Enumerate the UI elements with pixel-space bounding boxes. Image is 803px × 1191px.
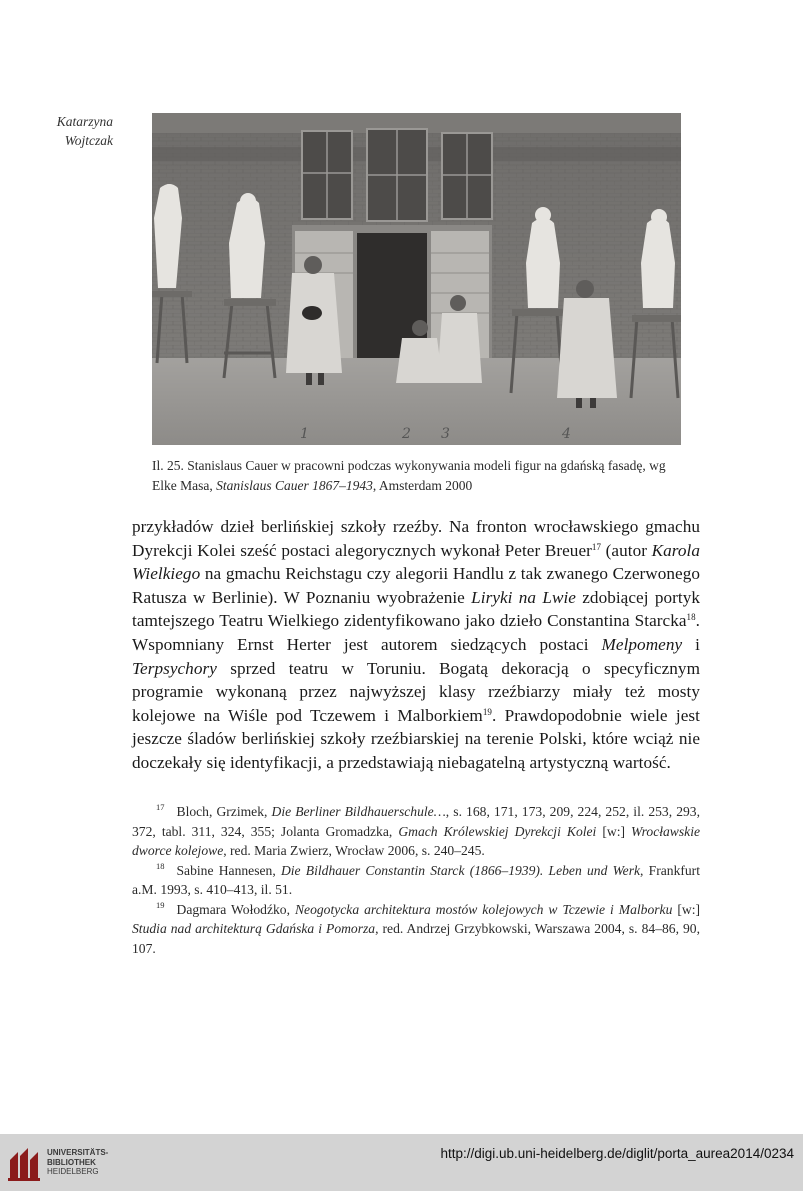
figure-photo xyxy=(152,113,681,445)
caption-title: Stanislaus Cauer 1867–1943 xyxy=(216,478,373,493)
footnote-title: Neogotycka architektura mostów kolejowych w Tczewie i Malborku xyxy=(294,901,673,917)
logo-line: HEIDELBERG xyxy=(47,1167,99,1176)
footnote-number: 18 xyxy=(156,860,165,871)
author-first-name: Katarzyna xyxy=(56,114,113,129)
logo-line: UNIVERSITÄTS- xyxy=(47,1148,109,1157)
footnote-text: [w:] xyxy=(672,901,701,917)
footnote-ref-19[interactable]: 19 xyxy=(482,706,492,717)
logo-line: BIBLIOTHEK xyxy=(47,1157,96,1167)
footnote-text: Bloch, Grzimek, xyxy=(176,804,272,819)
body-italic-title: Melpomeny xyxy=(601,634,683,654)
body-italic-title: Terpsychory xyxy=(132,658,217,678)
footnote-title: Die Berliner Bildhauerschule… xyxy=(271,804,446,819)
footnote-text: Sabine Hannesen, xyxy=(176,862,281,878)
footnote-ref-18[interactable]: 18 xyxy=(686,612,696,623)
page-url-link[interactable]: http://digi.ub.uni-heidelberg.de/diglit/porta_aurea2014/0234 xyxy=(440,1146,794,1161)
body-text-run: na gmachu Reichstagu czy alegorii Handlu z tak zwanego Czerwonego Ratusza w Berlinie). W Poznaniu wyobrażenie xyxy=(132,564,700,607)
library-emblem-icon xyxy=(8,1146,40,1182)
photo-marker-3: 3 xyxy=(441,426,450,442)
footnote-title: Gmach Królewskiej Dyrekcji Kolei xyxy=(398,823,597,839)
footnote-18 xyxy=(132,861,700,900)
body-text-run: przykładów dzieł berlińskiej szkoły rzeźby. Na fronton wrocławskiego gmachu Dyrekcji Kolei sześć postaci alegorycznych wykonał Peter Breuer xyxy=(132,517,700,560)
footer-bar xyxy=(0,1134,803,1191)
body-italic-title: Karola Wielkiego xyxy=(132,540,700,584)
body-text-run: . Wspomniany Ernst Herter jest autorem siedzących postaci xyxy=(132,611,700,654)
footnote-title: Wrocławskie dworce kolejowe xyxy=(132,823,701,858)
footnote-text: , Frankfurt a.M. 1993, s. 410–413, il. 51. xyxy=(132,862,700,897)
photo-marker-4: 4 xyxy=(562,426,571,442)
body-text-run: i xyxy=(682,634,700,654)
library-logo[interactable] xyxy=(8,1144,128,1184)
footnote-text: [w:] xyxy=(596,823,632,839)
body-text-run: (autor xyxy=(601,540,652,560)
body-text xyxy=(132,515,700,775)
footnote-17 xyxy=(132,802,700,861)
footnote-text: , red. Maria Zwierz, Wrocław 2006, s. 240–245. xyxy=(223,843,485,858)
footnote-19 xyxy=(132,900,700,959)
author-last-name: Wojtczak xyxy=(64,133,113,148)
running-head-author xyxy=(20,112,113,150)
caption-publication: , Amsterdam 2000 xyxy=(372,478,473,493)
footnote-ref-17[interactable]: 17 xyxy=(591,541,602,552)
body-text-run: . Prawdopodobnie wiele jest jeszcze śladów berlińskiej szkoły rzeźbiarskiej na terenie Polski, które wciąż nie doczekały się identyfikacji, a przedstawiają niebagatelną artystyczną wartość. xyxy=(132,705,700,772)
body-italic-title: Liryki na Lwie xyxy=(471,587,576,607)
body-paragraph xyxy=(132,515,700,775)
body-text-run: sprzed teatru w Toruniu. Bogatą dekoracją o specyficznym programie wykonaną przez najwyższej klasy rzeźbiarzy miały też mosty kolejowe na Wiśle pod Tczewem i Malborkiem xyxy=(132,658,700,725)
caption-text: Il. 25. Stanislaus Cauer w pracowni podczas wykonywania modeli figur na gdańską fasadę, wg Elke Masa, xyxy=(152,458,666,493)
footnote-text: Dagmara Wołodźko, xyxy=(176,901,295,917)
footnote-title: Die Bildhauer Constantin Starck (1866–1939). Leben und Werk xyxy=(280,862,641,878)
footnote-number: 19 xyxy=(156,899,165,910)
workshop-photo-illustration xyxy=(152,113,681,445)
library-logo-text xyxy=(47,1148,108,1177)
footnotes xyxy=(132,802,700,958)
photo-marker-2: 2 xyxy=(402,426,411,442)
body-text-run: zdobiącej portyk tamtejszego Teatru Wielkiego zidentyfikowano jako dzieło Constantina Starcka xyxy=(132,587,700,631)
footnote-text: , red. Andrzej Grzybkowski, Warszawa 2004, s. 84–86, 90, 107. xyxy=(132,921,700,956)
footnote-number: 17 xyxy=(156,802,165,812)
figure-caption xyxy=(152,456,692,496)
footnote-title: Studia nad architekturą Gdańska i Pomorza xyxy=(132,921,376,936)
footnote-text: , s. 168, 171, 173, 209, 224, 252, il. 253, 293, 372, tabl. 311, 324, 355; Jolanta Gromadzka, xyxy=(132,804,700,839)
photo-marker-1: 1 xyxy=(300,426,309,442)
